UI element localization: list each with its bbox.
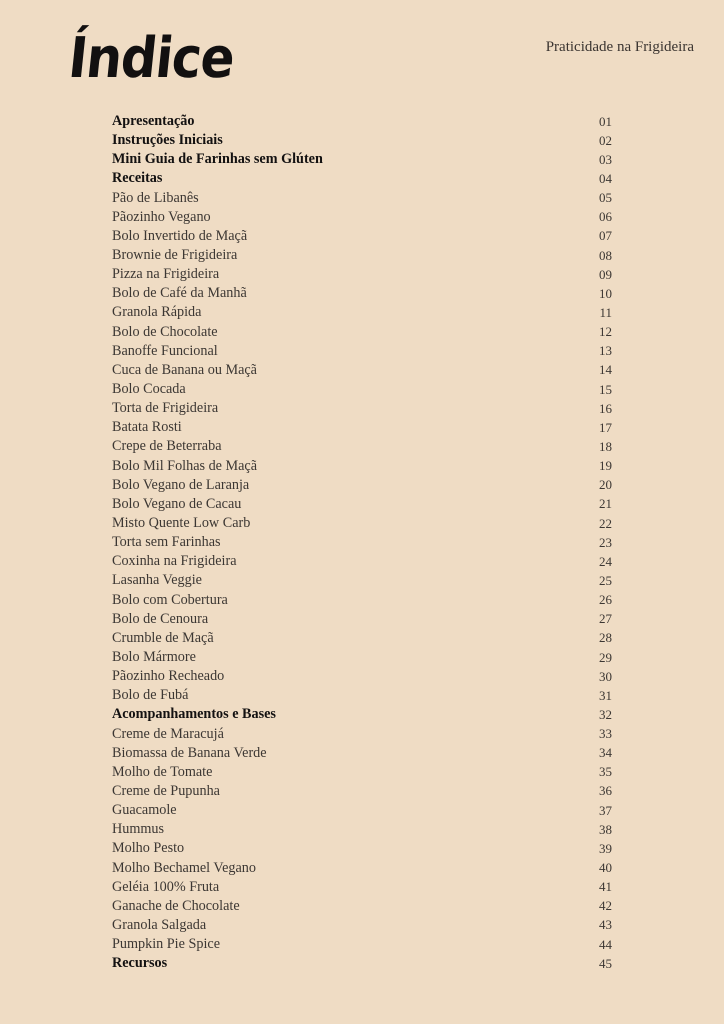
toc-entry[interactable] xyxy=(112,610,612,629)
toc-page-number: 30 xyxy=(599,668,612,684)
toc-entry-label: Cuca de Banana ou Maçã xyxy=(112,361,257,378)
toc-page-number: 32 xyxy=(599,706,612,722)
toc-entry[interactable] xyxy=(112,878,612,897)
toc-page-number: 35 xyxy=(599,764,612,780)
toc-page-number: 45 xyxy=(599,955,612,971)
toc-page-number: 17 xyxy=(599,419,612,435)
toc-entry[interactable] xyxy=(112,437,612,456)
toc-page-number: 05 xyxy=(599,190,612,206)
toc-entry-label: Pumpkin Pie Spice xyxy=(112,936,220,953)
toc-section-entry[interactable] xyxy=(112,150,612,169)
toc-page-number: 36 xyxy=(599,783,612,799)
toc-page-number: 27 xyxy=(599,611,612,627)
toc-page-number: 20 xyxy=(599,477,612,493)
toc-entry[interactable] xyxy=(112,380,612,399)
toc-entry-label: Bolo de Fubá xyxy=(112,687,189,704)
toc-entry-label: Bolo Vegano de Laranja xyxy=(112,476,250,493)
toc-page-number: 29 xyxy=(599,649,612,665)
toc-entry-label: Misto Quente Low Carb xyxy=(112,515,251,532)
toc-page-number: 18 xyxy=(599,438,612,454)
toc-entry-label: Crumble de Maçã xyxy=(112,629,214,646)
toc-entry[interactable] xyxy=(112,361,612,380)
toc-entry-label: Molho Bechamel Vegano xyxy=(112,859,256,876)
toc-page-number: 41 xyxy=(599,879,612,895)
toc-entry[interactable] xyxy=(112,227,612,246)
toc-entry-label: Apresentação xyxy=(112,113,195,130)
toc-entry-label: Granola Salgada xyxy=(112,916,207,933)
toc-entry-label: Coxinha na Frigideira xyxy=(112,553,237,570)
toc-entry-label: Pãozinho Recheado xyxy=(112,668,225,685)
table-of-contents xyxy=(112,112,612,973)
toc-entry-label: Biomassa de Banana Verde xyxy=(112,744,267,761)
toc-page-number: 21 xyxy=(599,496,612,512)
toc-entry-label: Creme de Maracujá xyxy=(112,725,224,742)
toc-page-number: 24 xyxy=(599,553,612,569)
toc-entry[interactable] xyxy=(112,399,612,418)
page-title: Índice xyxy=(65,25,238,91)
toc-entry[interactable] xyxy=(112,533,612,552)
toc-entry[interactable] xyxy=(112,495,612,514)
toc-page-number: 44 xyxy=(599,936,612,952)
toc-entry-label: Geléia 100% Fruta xyxy=(112,878,220,895)
toc-entry-label: Bolo Mármore xyxy=(112,649,196,665)
toc-entry[interactable] xyxy=(112,208,612,227)
toc-page-number: 08 xyxy=(599,247,612,263)
toc-page-number: 01 xyxy=(599,113,612,129)
toc-page-number: 43 xyxy=(599,917,612,933)
toc-entry[interactable] xyxy=(112,667,612,686)
toc-entry[interactable] xyxy=(112,801,612,820)
toc-page-number: 11 xyxy=(599,304,612,320)
toc-entry-label: Banoffe Funcional xyxy=(112,342,218,359)
toc-entry[interactable] xyxy=(112,284,612,303)
toc-entry[interactable] xyxy=(112,916,612,935)
toc-page-number: 07 xyxy=(599,228,612,244)
toc-page-number: 10 xyxy=(599,285,612,301)
toc-page-number: 39 xyxy=(599,840,612,856)
toc-entry[interactable] xyxy=(112,858,612,877)
toc-entry[interactable] xyxy=(112,839,612,858)
toc-page-number: 13 xyxy=(599,343,612,359)
toc-entry-label: Guacamole xyxy=(112,802,177,819)
toc-entry-label: Pão de Libanês xyxy=(112,189,199,206)
toc-entry-label: Creme de Pupunha xyxy=(112,782,220,799)
toc-entry-label: Receitas xyxy=(112,170,163,187)
toc-entry[interactable] xyxy=(112,265,612,284)
toc-page-number: 31 xyxy=(599,687,612,703)
toc-entry[interactable] xyxy=(112,303,612,322)
toc-entry-label: Bolo Mil Folhas de Maçã xyxy=(112,457,258,474)
toc-page-number: 02 xyxy=(599,132,612,148)
toc-entry[interactable] xyxy=(112,744,612,763)
toc-entry[interactable] xyxy=(112,935,612,954)
toc-page-number: 22 xyxy=(599,515,612,531)
toc-page-number: 40 xyxy=(599,860,612,876)
toc-entry-label: Hummus xyxy=(112,821,165,838)
toc-entry[interactable] xyxy=(112,342,612,361)
toc-section-entry[interactable] xyxy=(112,112,612,131)
toc-entry[interactable] xyxy=(112,476,612,495)
toc-entry-label: Molho Pesto xyxy=(112,840,185,857)
toc-page-number: 16 xyxy=(599,400,612,416)
toc-entry-label: Batata Rosti xyxy=(112,419,182,436)
toc-entry[interactable] xyxy=(112,189,612,208)
toc-entry-label: Bolo de Chocolate xyxy=(112,323,218,340)
toc-entry[interactable] xyxy=(112,763,612,782)
toc-entry-label: Torta sem Farinhas xyxy=(112,534,221,551)
toc-page-number: 25 xyxy=(599,572,612,588)
toc-entry-label: Acompanhamentos e Bases xyxy=(112,706,276,723)
toc-entry-label: Molho de Tomate xyxy=(112,763,213,780)
toc-entry-label: Brownie de Frigideira xyxy=(112,247,238,264)
toc-page-number: 38 xyxy=(599,821,612,837)
toc-entry-label: Bolo Cocada xyxy=(112,381,186,398)
toc-entry-label: Recursos xyxy=(112,955,168,972)
toc-page-number: 04 xyxy=(599,170,612,186)
toc-entry-label: Bolo de Cenoura xyxy=(112,610,209,627)
toc-section-entry[interactable] xyxy=(112,705,612,724)
toc-entry[interactable] xyxy=(112,897,612,916)
toc-entry-label: Bolo Invertido de Maçã xyxy=(112,227,248,244)
toc-section-entry[interactable] xyxy=(112,954,612,973)
toc-page-number: 26 xyxy=(599,592,612,608)
toc-entry-label: Mini Guia de Farinhas sem Glúten xyxy=(112,151,323,168)
book-title-header: Praticidade na Frigideira xyxy=(545,39,694,55)
toc-page-number: 23 xyxy=(599,534,612,550)
toc-page-number: 33 xyxy=(599,726,612,742)
toc-page-number: 19 xyxy=(599,458,612,474)
toc-entry-label: Bolo de Café da Manhã xyxy=(112,285,247,302)
toc-entry[interactable] xyxy=(112,820,612,839)
toc-section-entry[interactable] xyxy=(112,169,612,188)
toc-section-entry[interactable] xyxy=(112,131,612,150)
toc-page-number: 12 xyxy=(599,324,612,340)
toc-entry[interactable] xyxy=(112,457,612,476)
toc-entry[interactable] xyxy=(112,246,612,265)
toc-entry[interactable] xyxy=(112,591,612,610)
toc-page-number: 03 xyxy=(599,151,612,167)
toc-entry-label: Pizza na Frigideira xyxy=(112,266,220,283)
toc-entry-label: Granola Rápida xyxy=(112,304,202,321)
toc-page-number: 09 xyxy=(599,266,612,282)
toc-entry[interactable] xyxy=(112,514,612,533)
toc-entry[interactable] xyxy=(112,418,612,437)
toc-entry[interactable] xyxy=(112,571,612,590)
toc-entry-label: Bolo Vegano de Cacau xyxy=(112,495,242,512)
toc-entry[interactable] xyxy=(112,686,612,705)
toc-entry-label: Ganache de Chocolate xyxy=(112,897,240,914)
toc-entry[interactable] xyxy=(112,629,612,648)
toc-page-number: 06 xyxy=(599,209,612,225)
toc-page-number: 28 xyxy=(599,630,612,646)
toc-page-number: 14 xyxy=(599,362,612,378)
toc-entry-label: Torta de Frigideira xyxy=(112,400,219,417)
toc-entry[interactable] xyxy=(112,782,612,801)
toc-entry[interactable] xyxy=(112,725,612,744)
toc-entry-label: Crepe de Beterraba xyxy=(112,438,222,455)
toc-page-number: 34 xyxy=(599,745,612,761)
toc-page-number: 42 xyxy=(599,898,612,914)
toc-entry-label: Pãozinho Vegano xyxy=(112,208,211,225)
toc-entry-label: Bolo com Cobertura xyxy=(112,591,228,608)
toc-entry-label: Instruções Iniciais xyxy=(112,132,223,149)
toc-entry[interactable] xyxy=(112,323,612,342)
toc-entry[interactable] xyxy=(112,648,612,667)
toc-entry[interactable] xyxy=(112,552,612,571)
toc-entry-label: Lasanha Veggie xyxy=(112,572,202,589)
toc-page-number: 37 xyxy=(599,802,612,818)
toc-page-number: 15 xyxy=(599,381,612,397)
